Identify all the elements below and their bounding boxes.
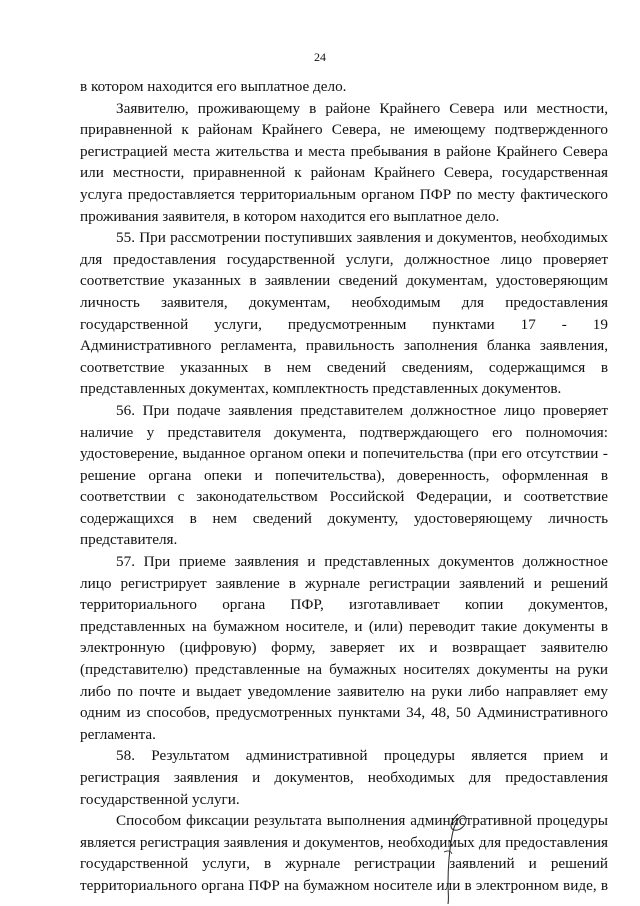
text-line: для предоставления государственной услуги, должностное лицо проверяет [80,250,608,268]
text-line: удостоверение, выданное органом опеки и попечительства (при его отсутствии - [80,445,608,463]
text-line: одним из способов, предусмотренных пунктами 34, 48, 50 Административного [80,704,608,722]
text-line: представленных на бумажном носителе, и (или) переводит такие документы в [80,617,608,635]
text-line: решение органа опеки и попечительства), доверенность, оформленная в [80,466,608,484]
text-line: Административного регламента, правильность заполнения бланка заявления, [80,337,608,355]
text-line: является регистрация заявления и документов, необходимых для предоставления [80,833,608,851]
page-number: 24 [314,50,326,64]
text-line: 56. При подаче заявления представителем должностное лицо проверяет [116,401,608,419]
text-line: приравненной к районам Крайнего Севера, не имеющему подтвержденного [80,121,608,139]
text-line: государственной услуги, в журнале регистрации заявлений и решений [80,855,608,873]
text-line: соответствие указанных в нем сведений сведениям, содержащимся в [80,358,608,376]
text-line: соответствие указанных в заявлении сведений документам, удостоверяющим [80,272,608,290]
text-line: территориального органа ПФР на бумажном носителе или в электронном виде, в [80,876,608,894]
text-line: либо по почте и выдает уведомление заявителю на руки либо направляет ему [80,682,608,700]
text-line: территориального органа ПФР, изготавливает копии документов, [80,596,608,614]
text-line: Способом фиксации результата выполнения административной процедуры [116,812,608,830]
text-line: наличие у представителя документа, подтверждающего его полномочия: [80,423,608,441]
text-line: услуга предоставляется территориальным органом ПФР по месту фактического [80,185,608,203]
text-line: 58. Результатом административной процедуры является прием и [116,747,608,765]
text-line: в котором находится его выплатное дело. [80,78,347,95]
text-line: содержащихся в нем сведений документу, удостоверяющему личность [80,509,608,527]
text-line: регламента. [80,725,156,743]
text-line: или местности, приравненной к районам Крайнего Севера, государственная [80,164,608,182]
text-line: 55. При рассмотрении поступивших заявления и документов, необходимых [116,229,608,247]
text-line: 57. При приеме заявления и представленных документов должностное [116,553,608,571]
text-line: представителя. [80,531,178,549]
text-line: государственной услуги. [80,790,240,808]
text-line: регистрация заявления и документов, необходимых для предоставления [80,769,608,786]
text-line: лицо регистрирует заявление в журнале регистрации заявлений и решений [80,574,608,592]
text-line: представленных документах, комплектность представленных документов. [80,380,562,398]
document-text [80,76,608,897]
text-line: электронную (цифровую) форму, заверяет их и возвращает заявителю [80,639,608,657]
text-line: соответствии с законодательством Российской Федерации, и соответствие [80,488,608,506]
text-line: проживания заявителя, в котором находится его выплатное дело. [80,207,500,225]
text-line: (представителю) представленные на бумажных носителях документы на руки [80,661,608,679]
text-line: регистрацией места жительства и места пребывания в районе Крайнего Севера [80,142,608,160]
pen-mark [418,806,488,906]
text-line: личность заявителя, документам, необходимым для предоставления [80,293,608,311]
text-line: государственной услуги, предусмотренным пунктами 17 - 19 [80,315,608,333]
text-line: Заявителю, проживающему в районе Крайнего Севера или местности, [116,99,608,117]
